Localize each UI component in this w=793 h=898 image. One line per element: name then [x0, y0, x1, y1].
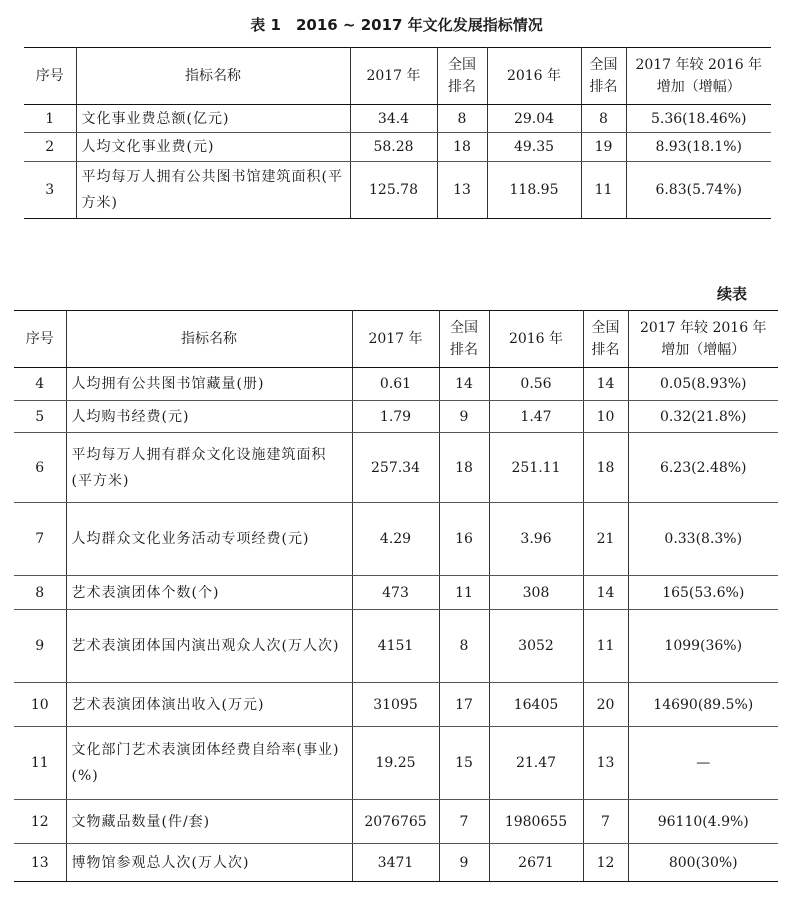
col-header-index: 序号: [14, 311, 66, 368]
cell-change: 14690(89.5%): [628, 683, 778, 727]
table-row: [14, 610, 778, 683]
cell-rank-2016: 11: [581, 162, 626, 219]
table-row: [14, 576, 778, 610]
cell-change: 165(53.6%): [628, 576, 778, 610]
cell-rank-2016: 11: [583, 610, 628, 683]
cell-change: 5.36(18.46%): [626, 105, 771, 133]
cell-2017: 125.78: [350, 162, 437, 219]
cell-rank-2016: 19: [581, 133, 626, 162]
col-header-rank-2016: 全国排名: [583, 311, 628, 368]
table-row: [24, 162, 771, 219]
col-header-change: 2017 年较 2016 年增加（增幅）: [628, 311, 778, 368]
cell-2017: 4.29: [352, 503, 439, 576]
cell-change: 96110(4.9%): [628, 800, 778, 844]
cell-change: 800(30%): [628, 844, 778, 882]
indicator-table-1: [24, 47, 771, 219]
cell-index: 4: [14, 368, 66, 401]
col-header-2017: 2017 年: [350, 48, 437, 105]
cell-change: 8.93(18.1%): [626, 133, 771, 162]
cell-name: 平均每万人拥有公共图书馆建筑面积(平方米): [76, 162, 350, 219]
cell-name: 文化事业费总额(亿元): [76, 105, 350, 133]
col-header-name: 指标名称: [76, 48, 350, 105]
cell-index: 6: [14, 433, 66, 503]
cell-change: 0.33(8.3%): [628, 503, 778, 576]
cell-rank-2017: 7: [439, 800, 489, 844]
cell-index: 11: [14, 727, 66, 800]
cell-rank-2016: 12: [583, 844, 628, 882]
col-header-index: 序号: [24, 48, 76, 105]
cell-name: 人均拥有公共图书馆藏量(册): [66, 368, 352, 401]
col-header-2017: 2017 年: [352, 311, 439, 368]
table-row: [14, 800, 778, 844]
cell-2017: 19.25: [352, 727, 439, 800]
cell-rank-2016: 20: [583, 683, 628, 727]
col-header-rank-2016: 全国排名: [581, 48, 626, 105]
table-row: [14, 683, 778, 727]
cell-name: 艺术表演团体演出收入(万元): [66, 683, 352, 727]
cell-name: 平均每万人拥有群众文化设施建筑面积(平方米): [66, 433, 352, 503]
header-row: [14, 311, 778, 368]
cell-rank-2016: 8: [581, 105, 626, 133]
cell-2016: 3.96: [489, 503, 583, 576]
cell-change: 1099(36%): [628, 610, 778, 683]
cell-2017: 0.61: [352, 368, 439, 401]
cell-rank-2016: 18: [583, 433, 628, 503]
cell-2017: 2076765: [352, 800, 439, 844]
col-header-change: 2017 年较 2016 年增加（增幅）: [626, 48, 771, 105]
table-row: [14, 844, 778, 882]
cell-2017: 473: [352, 576, 439, 610]
table-row: [14, 433, 778, 503]
cell-change: 6.83(5.74%): [626, 162, 771, 219]
cell-name: 文物藏品数量(件/套): [66, 800, 352, 844]
cell-change: 0.05(8.93%): [628, 368, 778, 401]
cell-rank-2016: 14: [583, 576, 628, 610]
table-title: 表 1 2016 ~ 2017 年文化发展指标情况: [250, 16, 543, 34]
cell-name: 艺术表演团体个数(个): [66, 576, 352, 610]
cell-index: 1: [24, 105, 76, 133]
continuation-label: 续表: [716, 285, 747, 303]
cell-index: 5: [14, 401, 66, 433]
cell-2016: 1.47: [489, 401, 583, 433]
cell-rank-2017: 9: [439, 844, 489, 882]
table-row: [14, 368, 778, 401]
cell-rank-2017: 14: [439, 368, 489, 401]
table-row: [24, 105, 771, 133]
cell-2017: 34.4: [350, 105, 437, 133]
cell-rank-2017: 8: [437, 105, 487, 133]
cell-2016: 251.11: [489, 433, 583, 503]
cell-2016: 308: [489, 576, 583, 610]
cell-rank-2016: 10: [583, 401, 628, 433]
cell-rank-2016: 14: [583, 368, 628, 401]
table-row: [14, 727, 778, 800]
cell-name: 人均购书经费(元): [66, 401, 352, 433]
cell-rank-2017: 13: [437, 162, 487, 219]
cell-name: 人均群众文化业务活动专项经费(元): [66, 503, 352, 576]
cell-rank-2017: 8: [439, 610, 489, 683]
cell-2016: 16405: [489, 683, 583, 727]
cell-index: 13: [14, 844, 66, 882]
cell-2016: 118.95: [487, 162, 581, 219]
cell-2016: 49.35: [487, 133, 581, 162]
cell-name: 人均文化事业费(元): [76, 133, 350, 162]
col-header-2016: 2016 年: [489, 311, 583, 368]
cell-2016: 1980655: [489, 800, 583, 844]
col-header-2016: 2016 年: [487, 48, 581, 105]
cell-rank-2017: 11: [439, 576, 489, 610]
col-header-rank-2017: 全国排名: [439, 311, 489, 368]
cell-2016: 0.56: [489, 368, 583, 401]
cell-index: 8: [14, 576, 66, 610]
cell-change: —: [628, 727, 778, 800]
cell-rank-2016: 7: [583, 800, 628, 844]
cell-index: 7: [14, 503, 66, 576]
cell-index: 3: [24, 162, 76, 219]
cell-2016: 29.04: [487, 105, 581, 133]
indicator-table-2: [14, 310, 778, 882]
cell-2017: 3471: [352, 844, 439, 882]
cell-2017: 257.34: [352, 433, 439, 503]
cell-rank-2017: 9: [439, 401, 489, 433]
cell-name: 文化部门艺术表演团体经费自给率(事业)(%): [66, 727, 352, 800]
cell-2016: 2671: [489, 844, 583, 882]
cell-name: 艺术表演团体国内演出观众人次(万人次): [66, 610, 352, 683]
cell-rank-2017: 17: [439, 683, 489, 727]
cell-name: 博物馆参观总人次(万人次): [66, 844, 352, 882]
cell-rank-2016: 13: [583, 727, 628, 800]
header-row: [24, 48, 771, 105]
cell-index: 9: [14, 610, 66, 683]
cell-2017: 1.79: [352, 401, 439, 433]
cell-rank-2017: 18: [437, 133, 487, 162]
col-header-rank-2017: 全国排名: [437, 48, 487, 105]
cell-2016: 3052: [489, 610, 583, 683]
cell-index: 10: [14, 683, 66, 727]
table-row: [14, 401, 778, 433]
table-row: [24, 133, 771, 162]
cell-change: 0.32(21.8%): [628, 401, 778, 433]
cell-rank-2016: 21: [583, 503, 628, 576]
cell-2017: 58.28: [350, 133, 437, 162]
cell-2016: 21.47: [489, 727, 583, 800]
cell-change: 6.23(2.48%): [628, 433, 778, 503]
col-header-name: 指标名称: [66, 311, 352, 368]
cell-rank-2017: 15: [439, 727, 489, 800]
cell-2017: 31095: [352, 683, 439, 727]
cell-rank-2017: 16: [439, 503, 489, 576]
cell-index: 2: [24, 133, 76, 162]
cell-2017: 4151: [352, 610, 439, 683]
cell-index: 12: [14, 800, 66, 844]
table-row: [14, 503, 778, 576]
cell-rank-2017: 18: [439, 433, 489, 503]
